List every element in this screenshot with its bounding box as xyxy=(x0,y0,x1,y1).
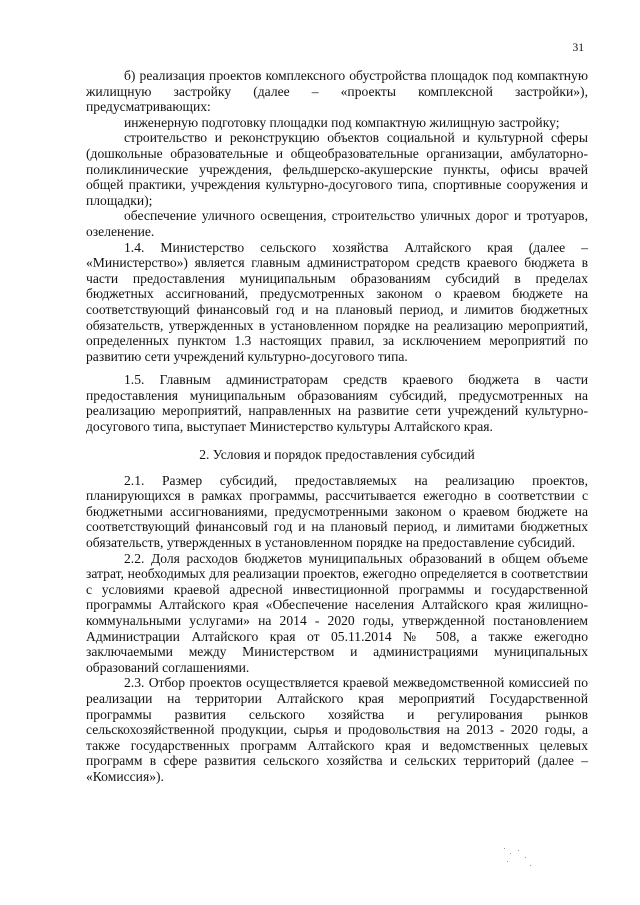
paragraph-2-3: 2.3. Отбор проектов осуществляется краевой межведомственной комиссией по реализации на территории Алтайского края мероприятий Государственной программы развития сельского хозяйства и регулирования рынков сельскохозяйственной продукции, сырья и продовольствия на 2013 - 2020 годы, а также государственных программ Алтайского края и ведомственных целевых программ в сфере развития сельского хозяйства и сельских территорий (далее – «Комиссия»). xyxy=(86,675,588,784)
paragraph-1-5: 1.5. Главным администраторам средств краевого бюджета в части предоставления муниципальным образованиям субсидий, предусмотренных на реализацию мероприятий, направленных на развитие сети учреждений культурно-досугового типа, выступает Министерство культуры Алтайского края. xyxy=(86,372,588,435)
page-number: 31 xyxy=(572,42,584,54)
paragraph-b-projects: б) реализация проектов комплексного обустройства площадок под компактную жилищную застройку (далее – «проекты комплексной застройки»), предусматривающих: xyxy=(86,68,588,115)
document-body xyxy=(86,68,588,785)
paragraph-2-2: 2.2. Доля расходов бюджетов муниципальных образований в общем объеме затрат, необходимых для реализации проектов, ежегодно определяется в соответствии с условиями краевой адресной инвестиционной программы и государственной программы Алтайского края «Обеспечение населения Алтайского края жилищно-коммунальными услугами» на 2014 - 2020 годы, утвержденной постановлением Администрации Алтайского края от 05.11.2014 № 508, а также ежегодно заключаемыми между Министерством и администрациями муниципальных образований соглашениями. xyxy=(86,550,588,675)
scan-artifact xyxy=(500,845,540,875)
paragraph-1-4: 1.4. Министерство сельского хозяйства Алтайского края (далее – «Министерство») является главным администратором средств краевого бюджета в части предоставления муниципальным образованиям субсидий в пределах бюджетных ассигнований, предусмотренных законом о краевом бюджете на соответствующий финансовый год и на плановый период, и лимитов бюджетных обязательств, утвержденных в установленном порядке на реализацию мероприятий, определенных пунктом 1.3 настоящих правил, за исключением мероприятий по развитию сети учреждений культурно-досугового типа. xyxy=(86,239,588,364)
paragraph-lighting: обеспечение уличного освещения, строительство уличных дорог и тротуаров, озеленение. xyxy=(86,208,588,239)
section-2-heading: 2. Условия и порядок предоставления субсидий xyxy=(199,446,475,462)
paragraph-2-1: 2.1. Размер субсидий, предоставляемых на реализацию проектов, планирующихся в рамках программы, рассчитывается ежегодно в соответствии с бюджетными ассигнованиями, предусмотренными законом о краевом бюджете на соответствующий финансовый год и на плановый период, и лимитами бюджетных обязательств, утвержденных в установленном порядке на предоставление субсидий. xyxy=(86,472,588,551)
paragraph-construction: строительство и реконструкцию объектов социальной и культурной сферы (дошкольные образовательные и общеобразовательные организации, амбулаторно-поликлинические учреждения, фельдшерско-акушерские пункты, офисы врачей общей практики, учреждения культурно-досугового типа, спортивные сооружения и площадки); xyxy=(86,130,588,208)
paragraph-engineering: инженерную подготовку площадки под компактную жилищную застройку; xyxy=(124,114,560,130)
